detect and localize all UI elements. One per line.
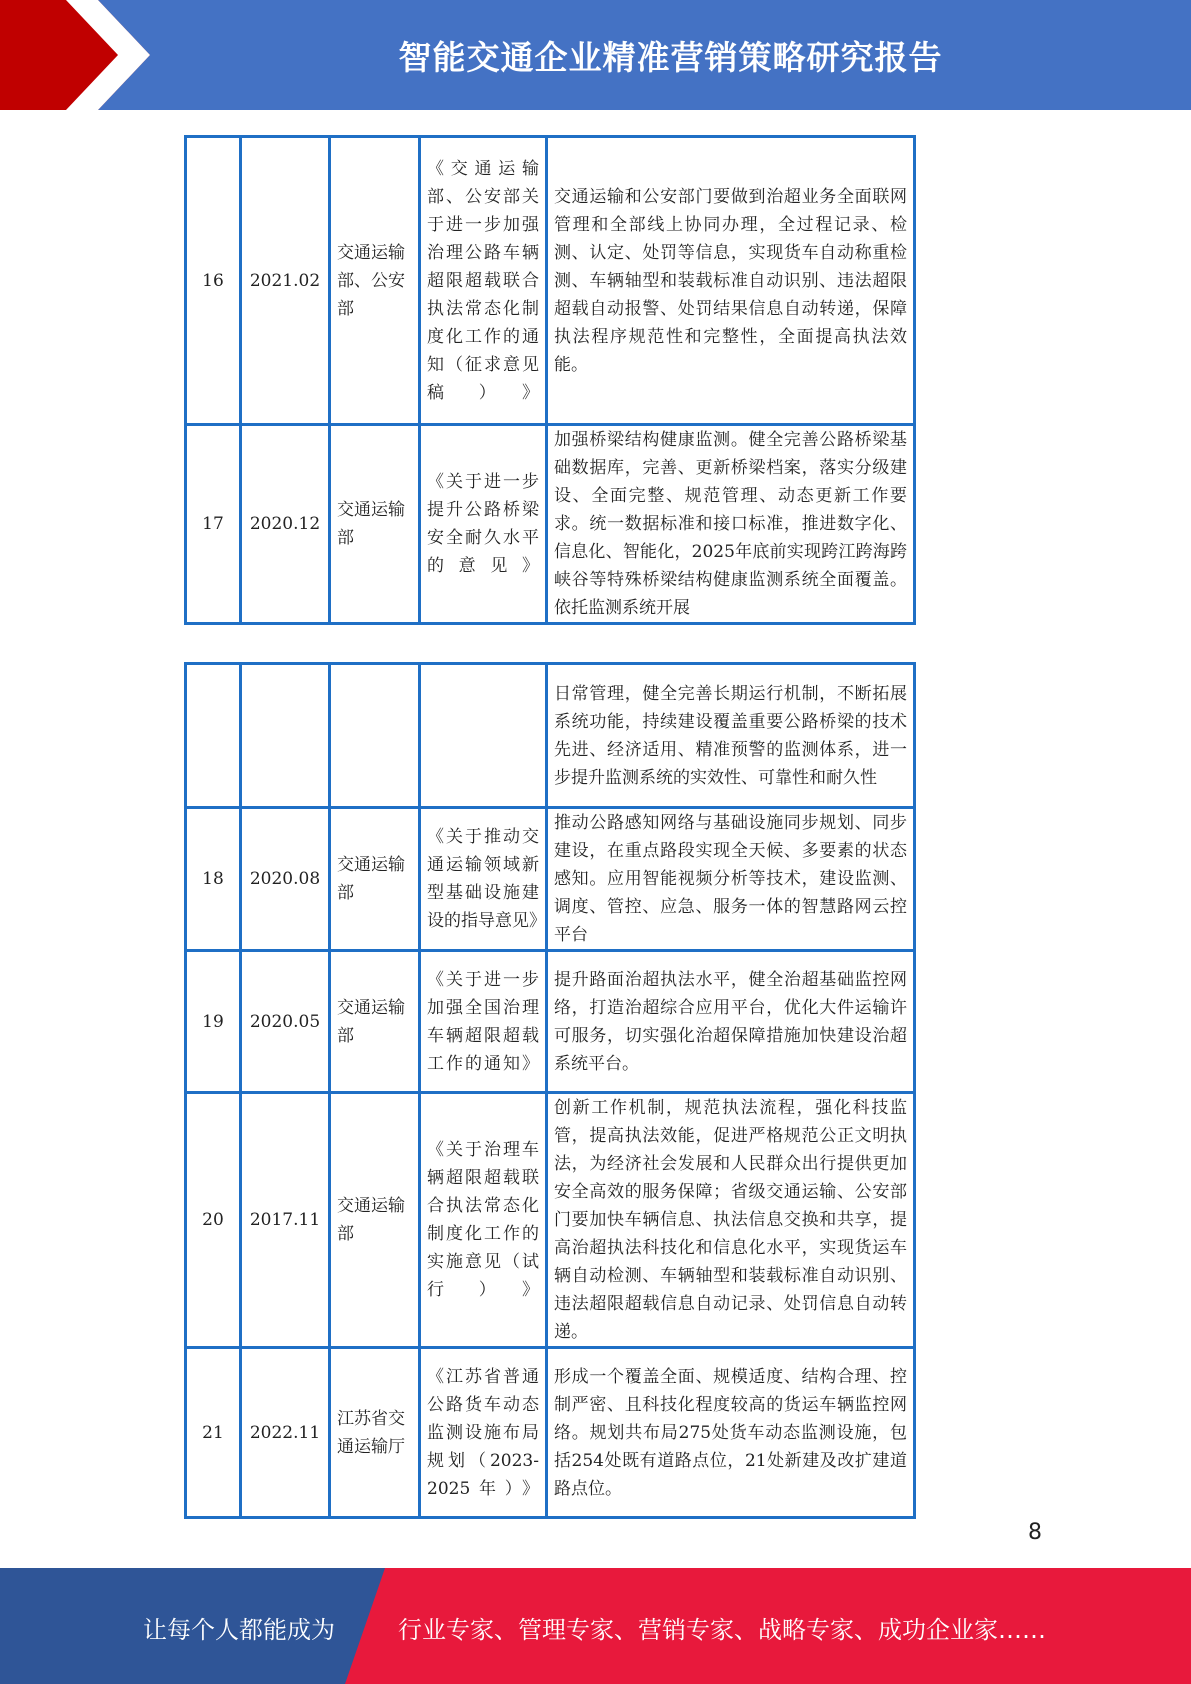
table-row: [186, 425, 915, 624]
row-number: [186, 664, 241, 808]
row-policy-title: 《关于治理车辆超限超载联合执法常态化制度化工作的实施意见（试行）》: [420, 1093, 547, 1348]
row-description: 创新工作机制，规范执法流程，强化科技监管，提高执法效能，促进严格规范公正文明执法，为经济社会发展和人民群众出行提供更加安全高效的服务保障；省级交通运输、公安部门要加快车辆信息、执法信息交换和共享，提高治超执法科技化和信息化水平，实现货运车辆自动检测、车辆轴型和装载标准自动识别、违法超限超载信息自动记录、处罚信息自动转递。: [547, 1093, 915, 1348]
row-date: 2020.08: [241, 808, 330, 951]
row-department: 交通运输部: [330, 951, 420, 1093]
table-row: [186, 137, 915, 425]
row-policy-title: 《关于进一步提升公路桥梁安全耐久水平的意见》: [420, 425, 547, 624]
row-policy-title: 《江苏省普通公路货车动态监测设施布局规划（2023-2025年）》: [420, 1348, 547, 1518]
row-date: 2022.11: [241, 1348, 330, 1518]
row-description: 形成一个覆盖全面、规模适度、结构合理、控制严密、且科技化程度较高的货运车辆监控网络。规划共布局275处货车动态监测设施，包括254处既有道路点位，21处新建及改扩建道路点位。: [547, 1348, 915, 1518]
row-description: 日常管理，健全完善长期运行机制，不断拓展系统功能，持续建设覆盖重要公路桥梁的技术先进、经济适用、精准预警的监测体系，进一步提升监测系统的实效性、可靠性和耐久性: [547, 664, 915, 808]
row-number: 16: [186, 137, 241, 425]
row-number: 18: [186, 808, 241, 951]
row-date: [241, 664, 330, 808]
table-row: [186, 808, 915, 951]
row-policy-title: 《交通运输部、公安部关于进一步加强治理公路车辆超限超载联合执法常态化制度化工作的通知（征求意见稿）》: [420, 137, 547, 425]
table-row: [186, 951, 915, 1093]
row-date: 2017.11: [241, 1093, 330, 1348]
row-policy-title: 《关于推动交通运输领域新型基础设施建设的指导意见》: [420, 808, 547, 951]
row-department: 交通运输部: [330, 1093, 420, 1348]
row-department: 交通运输部、公安部: [330, 137, 420, 425]
policy-table-top: [184, 135, 916, 625]
page-header: [0, 0, 1191, 110]
row-department: [330, 664, 420, 808]
policy-table-bottom: [184, 662, 916, 1519]
row-number: 20: [186, 1093, 241, 1348]
row-description: 交通运输和公安部门要做到治超业务全面联网管理和全部线上协同办理，全过程记录、检测、认定、处罚等信息，实现货车自动称重检测、车辆轴型和装载标准自动识别、违法超限超载自动报警、处罚结果信息自动转递，保障执法程序规范性和完整性，全面提高执法效能。: [547, 137, 915, 425]
table-row: [186, 1348, 915, 1518]
row-policy-title: [420, 664, 547, 808]
row-department: 江苏省交通运输厅: [330, 1348, 420, 1518]
row-department: 交通运输部: [330, 425, 420, 624]
report-title: 智能交通企业精准营销策略研究报告: [398, 37, 943, 77]
row-description: 提升路面治超执法水平，健全治超基础监控网络，打造治超综合应用平台，优化大件运输许可服务，切实强化治超保障措施加快建设治超系统平台。: [547, 951, 915, 1093]
chevron-arrow-icon: [0, 0, 160, 110]
row-date: 2020.05: [241, 951, 330, 1093]
row-date: 2020.12: [241, 425, 330, 624]
row-date: 2021.02: [241, 137, 330, 425]
row-description: 推动公路感知网络与基础设施同步规划、同步建设，在重点路段实现全天候、多要素的状态感知。应用智能视频分析等技术，建设监测、调度、管控、应急、服务一体的智慧路网云控平台: [547, 808, 915, 951]
row-number: 21: [186, 1348, 241, 1518]
row-number: 19: [186, 951, 241, 1093]
table-row: [186, 1093, 915, 1348]
row-policy-title: 《关于进一步加强全国治理车辆超限超载工作的通知》: [420, 951, 547, 1093]
table-row: [186, 664, 915, 808]
row-description: 加强桥梁结构健康监测。健全完善公路桥梁基础数据库，完善、更新桥梁档案，落实分级建设、全面完整、规范管理、动态更新工作要求。统一数据标准和接口标准，推进数字化、信息化、智能化，2025年底前实现跨江跨海跨峡谷等特殊桥梁结构健康监测系统全面覆盖。依托监测系统开展: [547, 425, 915, 624]
footer-slogan-left: 让每个人都能成为: [143, 1616, 335, 1644]
row-number: 17: [186, 425, 241, 624]
footer-slogan-right: 行业专家、管理专家、营销专家、战略专家、成功企业家……: [398, 1616, 1046, 1644]
page-number: 8: [1028, 1520, 1042, 1545]
row-department: 交通运输部: [330, 808, 420, 951]
